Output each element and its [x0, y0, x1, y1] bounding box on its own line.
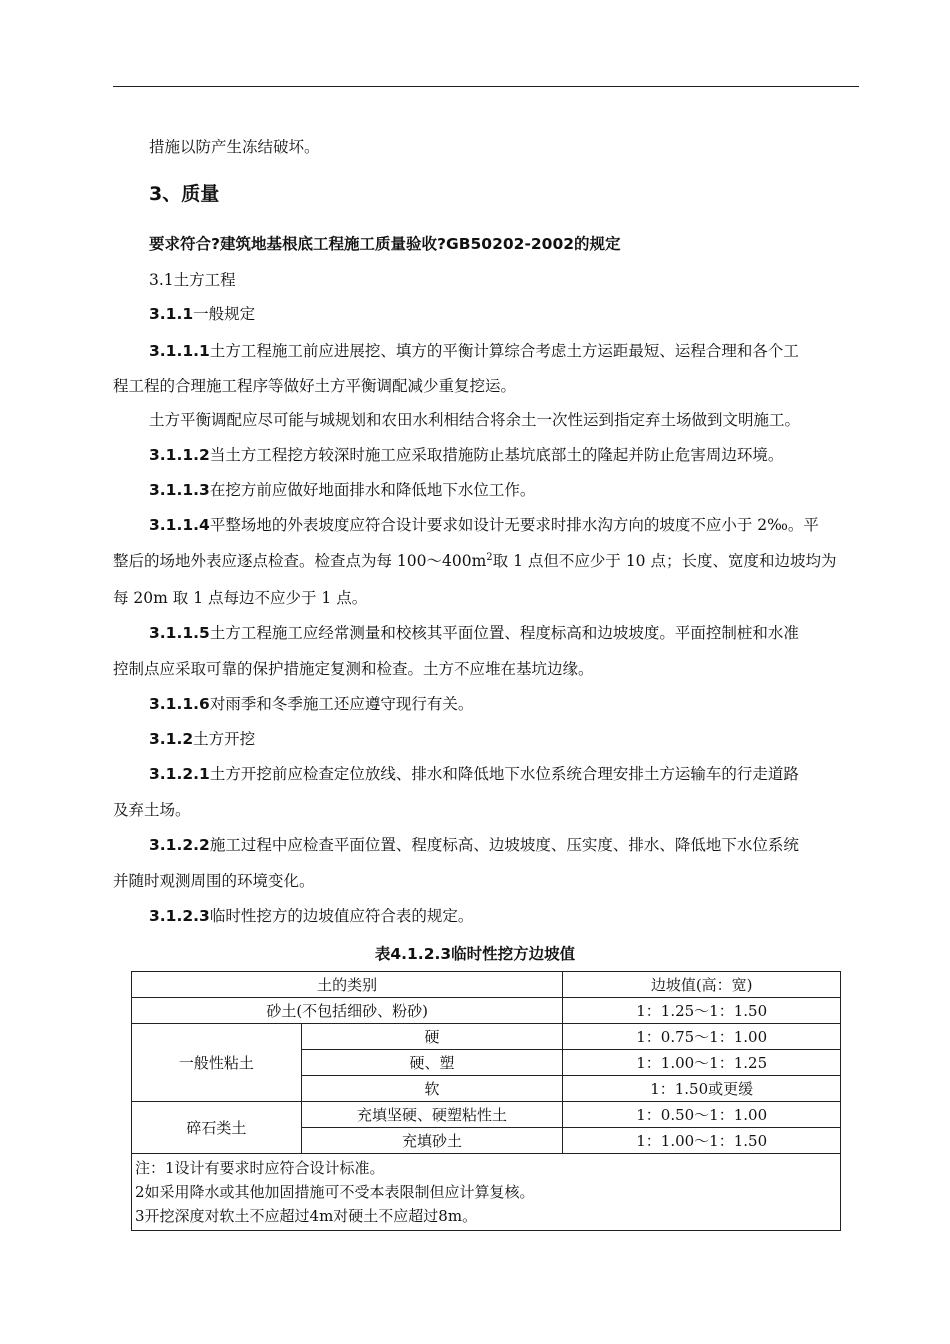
table-cell: 1：0.75～1：1.00: [563, 1024, 841, 1050]
clause-3-1-2-3: [149, 906, 895, 926]
header-rule: [113, 86, 859, 87]
clause-text: 施工过程中应检查平面位置、程度标高、边坡坡度、压实度、排水、降低地下水位系统: [209, 836, 799, 854]
table-cell: 1：1.25～1：1.50: [563, 998, 841, 1024]
clause-text: 土方开挖前应检查定位放线、排水和降低地下水位系统合理安排土方运输车的行走道路: [209, 765, 799, 783]
clause-text: 一般规定: [193, 305, 256, 323]
header-cell: 土的类别: [132, 972, 563, 998]
clause-3-1-1: [149, 304, 895, 324]
table-header-row: [132, 972, 841, 998]
clause-3-1-2: [149, 729, 895, 749]
table-cell: 1：1.00～1：1.50: [563, 1128, 841, 1154]
superscript: 2: [486, 551, 493, 563]
requirement-statement: 要求符合?建筑地基根底工程施工质量验收?GB50202-2002的规定: [149, 235, 621, 253]
clause-3-1-1-5: [149, 623, 895, 643]
table-cell: 硬、塑: [301, 1050, 563, 1076]
table-cell: 1：1.50或更缓: [563, 1076, 841, 1102]
header-cell: 边坡值(高：宽): [563, 972, 841, 998]
clause-text: 土方工程施工前应进展挖、填方的平衡计算综合考虑土方运距最短、运程合理和各个工: [209, 342, 799, 360]
clause-text-continued: 及弃土场。: [113, 801, 191, 819]
clause-text-continued: 并随时观测周围的环境变化。: [113, 872, 315, 890]
table-notes: [132, 1154, 841, 1231]
table-row: [132, 1102, 841, 1128]
clause-number: 3.1.1.2: [149, 446, 210, 464]
paragraph-continuation: 措施以防产生冻结破坏。: [149, 138, 320, 156]
clause-text: 临时性挖方的边坡值应符合表的规定。: [209, 907, 474, 925]
group-label: 碎石类土: [132, 1102, 302, 1154]
text-part: 整后的场地外表应逐点检查。检查点为每 100～400m: [113, 552, 487, 570]
clause-3-1-1-3: [149, 480, 895, 500]
clause-text: 当土方工程挖方较深时施工应采取措施防止基坑底部土的隆起并防止危害周边环境。: [209, 446, 784, 464]
table-cell: 软: [301, 1076, 563, 1102]
clause-number: 3.1.2.2: [149, 836, 210, 854]
note-line: 3开挖深度对软土不应超过4m对硬土不应超过8m。: [135, 1207, 478, 1225]
clause-number: 3.1.1.3: [149, 481, 210, 499]
clause-number: 3.1.1.1: [149, 342, 210, 360]
table-cell: 硬: [301, 1024, 563, 1050]
clause-text: 平整场地的外表坡度应符合设计要求如设计无要求时排水沟方向的坡度不应小于 2‰。平: [209, 516, 819, 534]
group-label: 一般性粘土: [132, 1024, 302, 1102]
table-caption: 表4.1.2.3临时性挖方边坡值: [374, 945, 576, 963]
clause-text: 土方工程施工应经常测量和校核其平面位置、程度标高和边坡坡度。平面控制桩和水准: [209, 624, 799, 642]
clause-number: 3.1.2.1: [149, 765, 210, 783]
clause-number: 3.1.1.6: [149, 695, 210, 713]
table-cell: 1：0.50～1：1.00: [563, 1102, 841, 1128]
note-line: 2如采用降水或其他加固措施可不受本表限制但应计算复核。: [135, 1183, 535, 1201]
table-row: [132, 1024, 841, 1050]
note-line: 注：1设计有要求时应符合设计标准。: [135, 1159, 385, 1177]
slope-table: [131, 971, 841, 1231]
clause-3-1-1-4: [149, 515, 895, 535]
table-cell: 1：1.00～1：1.25: [563, 1050, 841, 1076]
clause-3-1-1-2: [149, 445, 895, 465]
table-cell: 砂土(不包括细砂、粉砂): [132, 998, 563, 1024]
clause-text-continued: 每 20m 取 1 点每边不应少于 1 点。: [113, 589, 368, 607]
text-part: 取 1 点但不应少于 10 点；长度、宽度和边坡均为: [492, 552, 837, 570]
clause-3-1-2-1: [149, 764, 895, 784]
paragraph: 土方平衡调配应尽可能与城规划和农田水利相结合将余土一次性运到指定弃土场做到文明施工。: [149, 411, 801, 429]
subsection-title: 3.1土方工程: [149, 271, 236, 289]
clause-number: 3.1.2: [149, 730, 194, 748]
clause-text: 土方开挖: [193, 730, 256, 748]
clause-number: 3.1.2.3: [149, 907, 210, 925]
clause-number: 3.1.1.5: [149, 624, 210, 642]
table-row: [132, 998, 841, 1024]
clause-text-continued: 控制点应采取可靠的保护措施定复测和检查。土方不应堆在基坑边缘。: [113, 660, 594, 678]
clause-text: 在挖方前应做好地面排水和降低地下水位工作。: [209, 481, 536, 499]
clause-number: 3.1.1: [149, 305, 194, 323]
clause-3-1-2-2: [149, 835, 895, 855]
clause-3-1-1-1: [149, 341, 895, 361]
clause-number: 3.1.1.4: [149, 516, 210, 534]
table-cell: 充填砂土: [301, 1128, 563, 1154]
table-cell: 充填坚硬、硬塑粘性土: [301, 1102, 563, 1128]
clause-text-continued: [113, 551, 859, 571]
clause-3-1-1-6: [149, 694, 895, 714]
clause-text-continued: 程工程的合理施工程序等做好土方平衡调配减少重复挖运。: [113, 377, 517, 395]
clause-text: 对雨季和冬季施工还应遵守现行有关。: [209, 695, 474, 713]
section-heading: 3、质量: [149, 183, 220, 205]
table-notes-row: [132, 1154, 841, 1231]
